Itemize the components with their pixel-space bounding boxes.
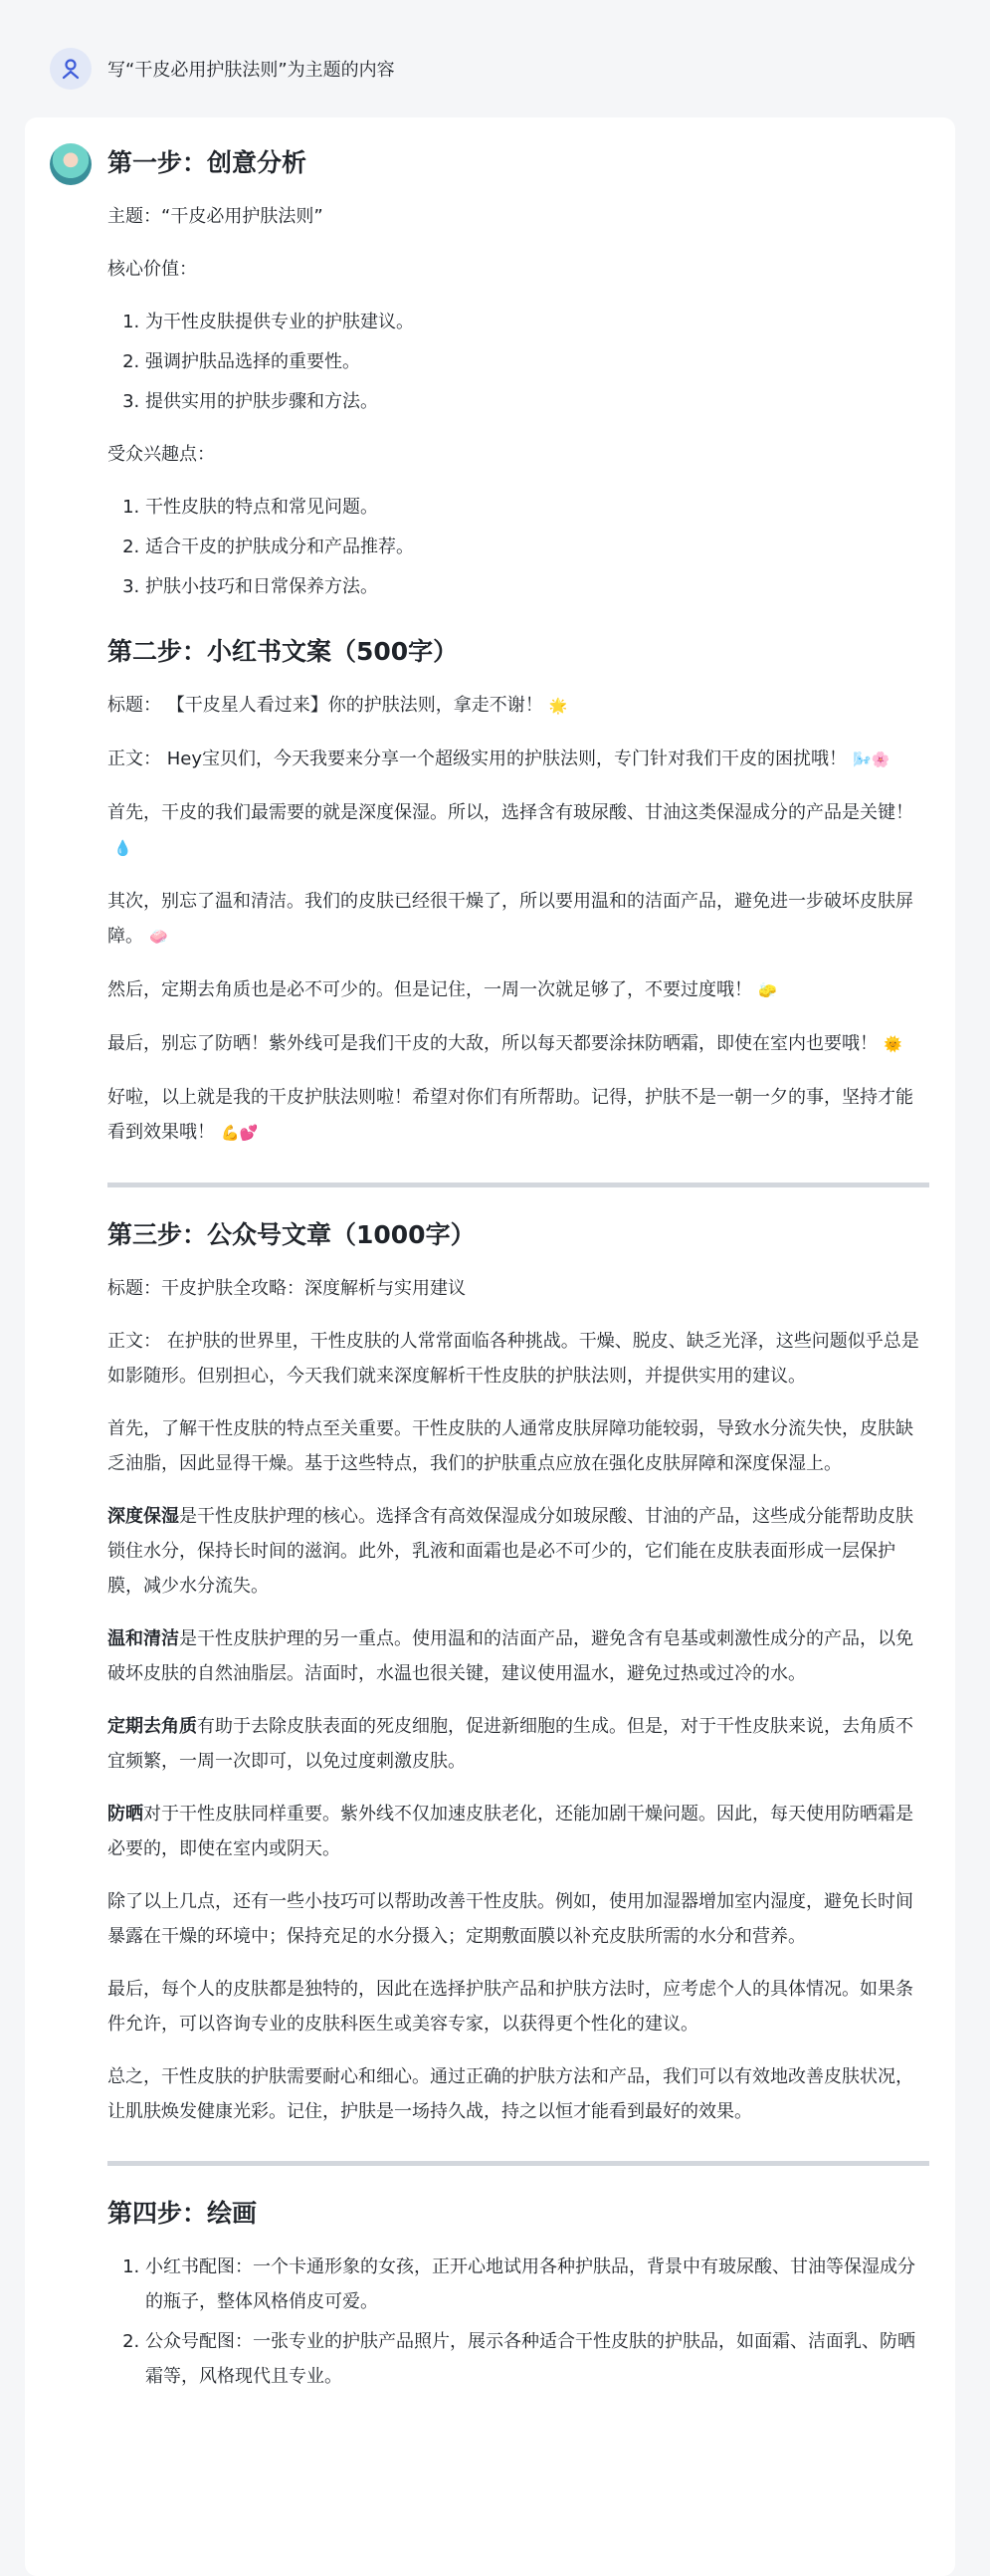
list-item: 1. 为干性皮肤提供专业的护肤建议。 [145, 305, 929, 339]
list-item: 2. 适合干皮的护肤成分和产品推荐。 [145, 530, 929, 564]
step3-paragraphs [107, 1271, 929, 2129]
drawing-list [107, 2250, 929, 2394]
paragraph-text: 有助于去除皮肤表面的死皮细胞，促进新细胞的生成。但是，对于干性皮肤来说，去角质不宜频繁，一周一次即可，以免过度刺激皮肤。 [107, 1716, 913, 1772]
list-item: 2. 公众号配图：一张专业的护肤产品照片，展示各种适合干性皮肤的护肤品，如面霜、洁面乳、防晒霜等，风格现代且专业。 [145, 2324, 929, 2394]
paragraph [107, 1411, 929, 1481]
paragraph [107, 1884, 929, 1954]
assistant-response-card [25, 117, 955, 2576]
step1-heading: 第一步：创意分析 [107, 148, 307, 177]
paragraph [107, 884, 929, 955]
assistant-avatar [50, 143, 92, 185]
list-item: 3. 提供实用的护肤步骤和方法。 [145, 384, 929, 419]
response-content [107, 145, 929, 2399]
audience-list [107, 490, 929, 604]
user-message [50, 48, 395, 90]
list-item: 1. 干性皮肤的特点和常见问题。 [145, 490, 929, 525]
emoji-icon: 🧼 [149, 928, 168, 946]
audience-label: 受众兴趣点： [107, 444, 215, 465]
paragraph [107, 2059, 929, 2129]
paragraph [107, 1797, 929, 1866]
paragraph-keyword: 温和清洁 [107, 1628, 179, 1649]
paragraph [107, 1324, 929, 1394]
paragraph [107, 1080, 929, 1151]
paragraph [107, 972, 929, 1008]
user-avatar-icon [50, 48, 92, 90]
divider [107, 2161, 929, 2166]
emoji-icon: 🧽 [758, 981, 777, 999]
paragraph-text: 是干性皮肤护理的另一重点。使用温和的洁面产品，避免含有皂基或刺激性成分的产品，以免破坏皮肤的自然油脂层。洁面时，水温也很关键，建议使用温水，避免过热或过冷的水。 [107, 1628, 913, 1684]
paragraph-text: 最后，每个人的皮肤都是独特的，因此在选择护肤产品和护肤方法时，应考虑个人的具体情况。如果条件允许，可以咨询专业的皮肤科医生或美容专家，以获得更个性化的建议。 [107, 1979, 913, 2035]
list-item: 3. 护肤小技巧和日常保养方法。 [145, 569, 929, 604]
paragraph-text: 首先，了解干性皮肤的特点至关重要。干性皮肤的人通常皮肤屏障功能较弱，导致水分流失快，皮肤缺乏油脂，因此显得干燥。基于这些特点，我们的护肤重点应放在强化皮肤屏障和深度保湿上。 [107, 1418, 913, 1474]
user-prompt: 写“干皮必用护肤法则”为主题的内容 [107, 60, 395, 81]
paragraph-text: 标题：干皮护肤全攻略：深度解析与实用建议 [107, 1278, 466, 1299]
paragraph-text: 除了以上几点，还有一些小技巧可以帮助改善干性皮肤。例如，使用加湿器增加室内湿度，避免长时间暴露在干燥的环境中；保持充足的水分摄入；定期敷面膜以补充皮肤所需的水分和营养。 [107, 1891, 913, 1947]
paragraph-text: 好啦，以上就是我的干皮护肤法则啦！希望对你们有所帮助。记得，护肤不是一朝一夕的事，坚持才能看到效果哦！ [107, 1087, 913, 1143]
list-item: 2. 强调护肤品选择的重要性。 [145, 344, 929, 379]
paragraph-keyword: 深度保湿 [107, 1506, 179, 1527]
emoji-icon: 🌞 [884, 1035, 902, 1053]
paragraph [107, 742, 929, 777]
paragraph-keyword: 防晒 [107, 1804, 143, 1825]
emoji-icon: 💧 [113, 839, 132, 857]
emoji-icon: 🌟 [548, 697, 568, 715]
paragraph [107, 1026, 929, 1062]
paragraph-text: 对于干性皮肤同样重要。紫外线不仅加速皮肤老化，还能加剧干燥问题。因此，每天使用防晒霜是必要的，即使在室内或阴天。 [107, 1804, 913, 1859]
step2-heading: 第二步：小红书文案（500字） [107, 637, 459, 666]
emoji-icon: 💪💕 [221, 1124, 259, 1142]
paragraph-text: 然后，定期去角质也是必不可少的。但是记住，一周一次就足够了，不要过度哦！ [107, 979, 752, 1000]
core-value-label: 核心价值： [107, 259, 197, 280]
emoji-icon: 🌬️🌸 [852, 751, 891, 768]
paragraph-text: 正文： Hey宝贝们，今天我要来分享一个超级实用的护肤法则，专门针对我们干皮的困扰哦！ [107, 749, 847, 769]
core-value-list [107, 305, 929, 419]
list-item: 1. 小红书配图：一个卡通形象的女孩，正开心地试用各种护肤品，背景中有玻尿酸、甘油等保湿成分的瓶子，整体风格俏皮可爱。 [145, 2250, 929, 2319]
divider [107, 1182, 929, 1187]
paragraph-text: 最后，别忘了防晒！紫外线可是我们干皮的大敌，所以每天都要涂抹防晒霜，即使在室内也要哦！ [107, 1033, 878, 1054]
step2-paragraphs [107, 688, 929, 1151]
paragraph [107, 795, 929, 866]
paragraph [107, 1271, 929, 1306]
paragraph [107, 1621, 929, 1691]
paragraph-text: 标题： 【干皮星人看过来】你的护肤法则，拿走不谢！ [107, 695, 543, 716]
paragraph-text: 总之，干性皮肤的护肤需要耐心和细心。通过正确的护肤方法和产品，我们可以有效地改善皮肤状况，让肌肤焕发健康光彩。记住，护肤是一场持久战，持之以恒才能看到最好的效果。 [107, 2066, 913, 2122]
paragraph [107, 1972, 929, 2041]
paragraph [107, 1709, 929, 1779]
paragraph-text: 首先，干皮的我们最需要的就是深度保湿。所以，选择含有玻尿酸、甘油这类保湿成分的产品是关键！ [107, 802, 913, 823]
step3-heading: 第三步：公众号文章（1000字） [107, 1220, 476, 1249]
paragraph-text: 正文： 在护肤的世界里，干性皮肤的人常常面临各种挑战。干燥、脱皮、缺乏光泽，这些问题似乎总是如影随形。但别担心，今天我们就来深度解析干性皮肤的护肤法则，并提供实用的建议。 [107, 1331, 919, 1387]
paragraph [107, 688, 929, 724]
paragraph [107, 1499, 929, 1604]
paragraph-keyword: 定期去角质 [107, 1716, 197, 1737]
step4-heading: 第四步：绘画 [107, 2199, 258, 2228]
step1-topic: 主题：“干皮必用护肤法则” [107, 206, 323, 227]
paragraph-text: 其次，别忘了温和清洁。我们的皮肤已经很干燥了，所以要用温和的洁面产品，避免进一步破坏皮肤屏障。 [107, 891, 913, 947]
paragraph-text: 是干性皮肤护理的核心。选择含有高效保湿成分如玻尿酸、甘油的产品，这些成分能帮助皮肤锁住水分，保持长时间的滋润。此外，乳液和面霜也是必不可少的，它们能在皮肤表面形成一层保护膜，减少水分流失。 [107, 1506, 913, 1597]
